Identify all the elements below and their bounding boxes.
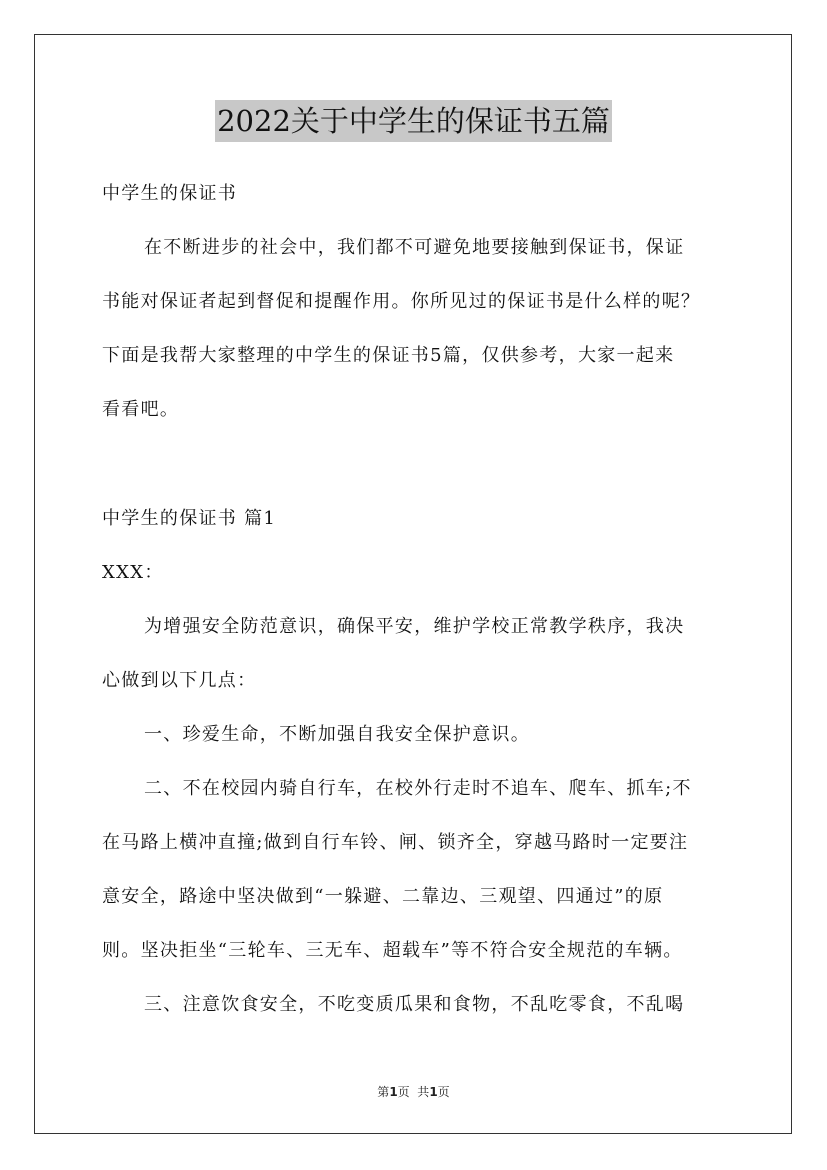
body-line: 心做到以下几点： bbox=[102, 670, 257, 691]
body-line: 则。坚决拒坐“三轮车、三无车、超载车”等不符合安全规范的车辆。 bbox=[102, 940, 683, 961]
page-footer bbox=[0, 1083, 827, 1100]
body-line: 二、不在校园内骑自行车，在校外行走时不追车、爬车、抓车;不 bbox=[144, 778, 692, 799]
intro-section bbox=[102, 167, 732, 437]
body-line: 在马路上横冲直撞;做到自行车铃、闸、锁齐全，穿越马路时一定要注 bbox=[102, 832, 689, 853]
body-line: 一、珍爱生命，不断加强自我安全保护意识。 bbox=[144, 724, 530, 745]
intro-line: 书能对保证者起到督促和提醒作用。你所见过的保证书是什么样的呢？ bbox=[102, 291, 701, 312]
intro-line: 在不断进步的社会中，我们都不可避免地要接触到保证书，保证 bbox=[144, 237, 685, 258]
section-1 bbox=[102, 492, 732, 1032]
intro-heading: 中学生的保证书 bbox=[102, 183, 238, 204]
footer-page-total: 1 bbox=[429, 1085, 438, 1099]
title-container bbox=[0, 100, 827, 142]
footer-suffix: 页 bbox=[437, 1085, 450, 1099]
body-line: 三、注意饮食安全，不吃变质瓜果和食物，不乱吃零食，不乱喝 bbox=[144, 994, 685, 1015]
footer-prefix: 第 bbox=[377, 1085, 390, 1099]
body-line: 为增强安全防范意识，确保平安，维护学校正常教学秩序，我决 bbox=[144, 616, 685, 637]
intro-line: 下面是我帮大家整理的中学生的保证书5篇，仅供参考，大家一起来 bbox=[102, 345, 675, 366]
footer-mid: 页 共 bbox=[397, 1085, 430, 1099]
intro-line: 看看吧。 bbox=[102, 399, 180, 420]
footer-page-current: 1 bbox=[389, 1085, 398, 1099]
salutation: XXX： bbox=[102, 562, 164, 583]
document-title: 2022关于中学生的保证书五篇 bbox=[215, 100, 612, 142]
section-heading: 中学生的保证书 篇1 bbox=[102, 508, 277, 529]
body-line: 意安全，路途中坚决做到“一躲避、二靠边、三观望、四通过”的原 bbox=[102, 886, 664, 907]
